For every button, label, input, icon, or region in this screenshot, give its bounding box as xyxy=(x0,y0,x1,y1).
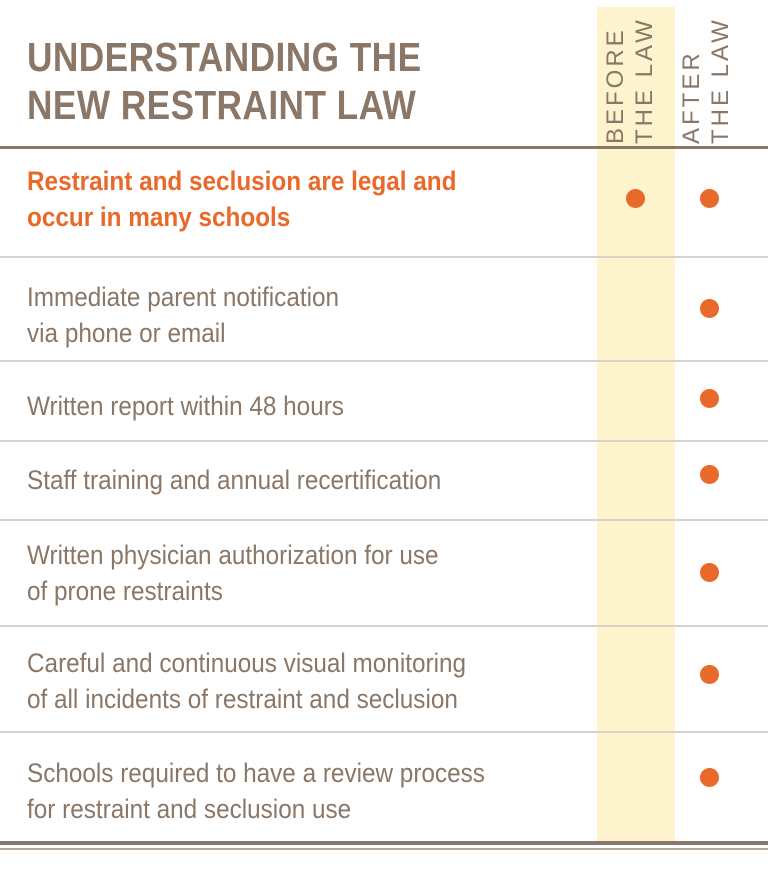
after-check-dot-icon xyxy=(700,563,719,582)
table-row xyxy=(0,733,768,841)
row-label-line2: occur in many schools xyxy=(27,202,291,232)
row-label-line1: Staff training and annual recertification xyxy=(27,465,442,495)
row-label-line1: Immediate parent notification xyxy=(27,282,340,312)
row-label-line2: of prone restraints xyxy=(27,576,223,606)
table-row xyxy=(0,627,768,732)
table-row xyxy=(0,258,768,361)
table-row xyxy=(0,442,768,520)
column-header-before-line1: BEFORE xyxy=(602,27,629,144)
row-label-line1: Written report within 48 hours xyxy=(27,391,344,421)
column-header-after-line1: AFTER xyxy=(678,50,705,144)
after-check-dot-icon xyxy=(700,665,719,684)
column-header-after-line2: THE LAW xyxy=(707,17,734,144)
table-row xyxy=(0,149,768,257)
after-check-dot-icon xyxy=(700,768,719,787)
table-row xyxy=(0,521,768,626)
row-label-line1: Careful and continuous visual monitoring xyxy=(27,648,467,678)
page-title: UNDERSTANDING THE NEW RESTRAINT LAW xyxy=(27,34,422,128)
before-check-dot-icon xyxy=(626,189,645,208)
column-header-after xyxy=(677,14,747,144)
row-label-line1: Written physician authorization for use xyxy=(27,540,439,570)
row-label-line1: Schools required to have a review process xyxy=(27,758,485,788)
footer-rule-thin xyxy=(0,848,768,850)
after-check-dot-icon xyxy=(700,389,719,408)
column-header-before-line2: THE LAW xyxy=(631,17,658,144)
after-check-dot-icon xyxy=(700,299,719,318)
column-header-before xyxy=(601,14,671,144)
row-label-line2: of all incidents of restraint and seclusion xyxy=(27,684,458,714)
after-check-dot-icon xyxy=(700,189,719,208)
row-label-line2: via phone or email xyxy=(27,318,226,348)
footer-rule-thick xyxy=(0,841,768,845)
table-row xyxy=(0,362,768,441)
after-check-dot-icon xyxy=(700,465,719,484)
row-label-line2: for restraint and seclusion use xyxy=(27,794,352,824)
row-label-line1: Restraint and seclusion are legal and xyxy=(27,166,457,196)
